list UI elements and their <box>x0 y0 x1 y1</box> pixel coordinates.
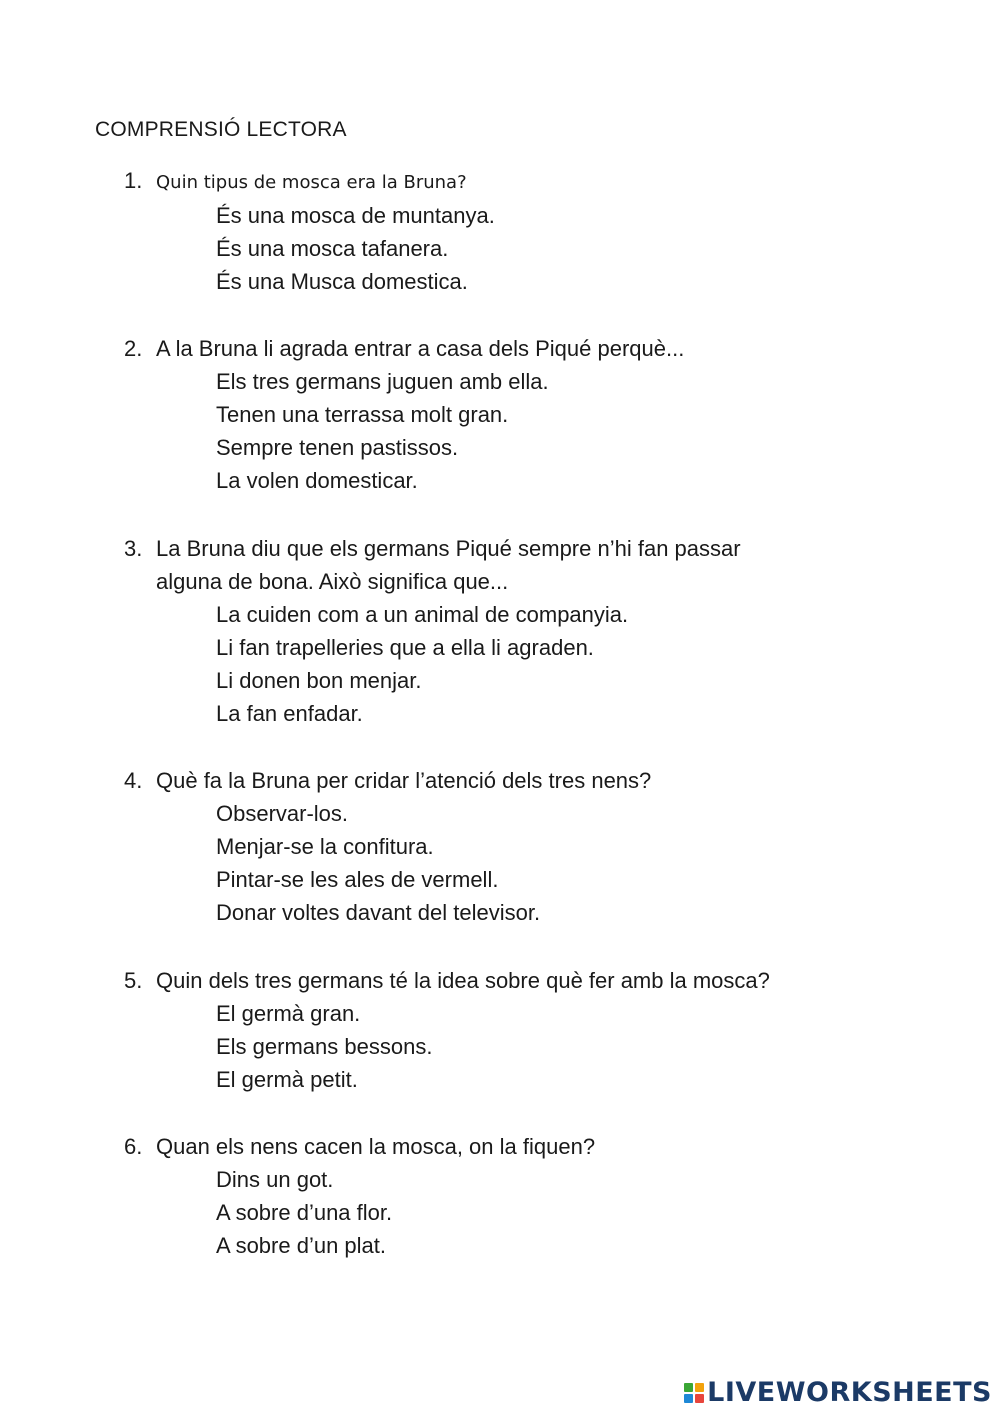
answer-option[interactable]: Sempre tenen pastissos. <box>216 435 459 460</box>
answer-option[interactable]: Dins un got. <box>216 1167 334 1192</box>
answer-options <box>124 1163 864 1262</box>
question-5 <box>124 964 864 1096</box>
answer-option[interactable]: A sobre d’un plat. <box>216 1233 387 1258</box>
answer-option[interactable]: El germà gran. <box>216 1001 361 1026</box>
answer-option[interactable]: Tenen una terrassa molt gran. <box>216 402 509 427</box>
answer-options <box>124 199 864 298</box>
answer-option[interactable]: Els germans bessons. <box>216 1034 433 1059</box>
answer-option[interactable]: És una mosca tafanera. <box>216 236 449 261</box>
answer-options <box>124 997 864 1096</box>
question-number: 3. <box>124 536 143 561</box>
answer-option[interactable]: Pintar-se les ales de vermell. <box>216 867 499 892</box>
answer-options <box>124 598 864 730</box>
answer-option[interactable]: Observar-los. <box>216 801 349 826</box>
question-text: A la Bruna li agrada entrar a casa dels Piqué perquè... <box>156 336 685 361</box>
answer-option[interactable]: La volen domesticar. <box>216 468 418 493</box>
question-2 <box>124 332 864 497</box>
question-text: Què fa la Bruna per cridar l’atenció dels tres nens? <box>156 768 652 793</box>
answer-options <box>124 365 864 497</box>
answer-option[interactable]: El germà petit. <box>216 1067 358 1092</box>
question-text: Quin dels tres germans té la idea sobre què fer amb la mosca? <box>156 968 770 993</box>
question-4 <box>124 764 864 929</box>
question-number: 4. <box>124 768 143 793</box>
logo-blocks-icon <box>684 1383 704 1403</box>
answer-option[interactable]: És una mosca de muntanya. <box>216 203 495 228</box>
answer-options <box>124 797 864 929</box>
logo-block <box>695 1394 704 1403</box>
answer-option[interactable]: Donar voltes davant del televisor. <box>216 900 541 925</box>
answer-option[interactable]: És una Musca domestica. <box>216 269 468 294</box>
question-text: Quan els nens cacen la mosca, on la fiquen? <box>156 1134 596 1159</box>
answer-option[interactable]: La cuiden com a un animal de companyia. <box>216 602 629 627</box>
question-text-line-1: La Bruna diu que els germans Piqué sempre n’hi fan passar <box>156 536 741 561</box>
question-number: 6. <box>124 1134 143 1159</box>
logo-block <box>695 1383 704 1392</box>
answer-option[interactable]: Li fan trapelleries que a ella li agraden. <box>216 635 594 660</box>
logo-block <box>684 1383 693 1392</box>
answer-option[interactable]: La fan enfadar. <box>216 701 363 726</box>
answer-option[interactable]: Els tres germans juguen amb ella. <box>216 369 549 394</box>
answer-option[interactable]: A sobre d’una flor. <box>216 1200 393 1225</box>
question-number: 5. <box>124 968 143 993</box>
question-text: Quin tipus de mosca era la Bruna? <box>156 172 467 193</box>
question-3 <box>124 532 864 730</box>
answer-option[interactable]: Li donen bon menjar. <box>216 668 422 693</box>
question-number: 1. <box>124 168 143 193</box>
answer-option[interactable]: Menjar-se la confitura. <box>216 834 434 859</box>
logo-text: LIVEWORKSHEETS <box>707 1377 992 1408</box>
page-title: COMPRENSIÓ LECTORA <box>95 118 347 141</box>
liveworksheets-logo <box>684 1377 992 1408</box>
question-number: 2. <box>124 336 143 361</box>
question-1 <box>124 164 864 298</box>
question-6 <box>124 1130 864 1262</box>
logo-block <box>684 1394 693 1403</box>
question-text-line-2: alguna de bona. Això significa que... <box>156 569 509 594</box>
